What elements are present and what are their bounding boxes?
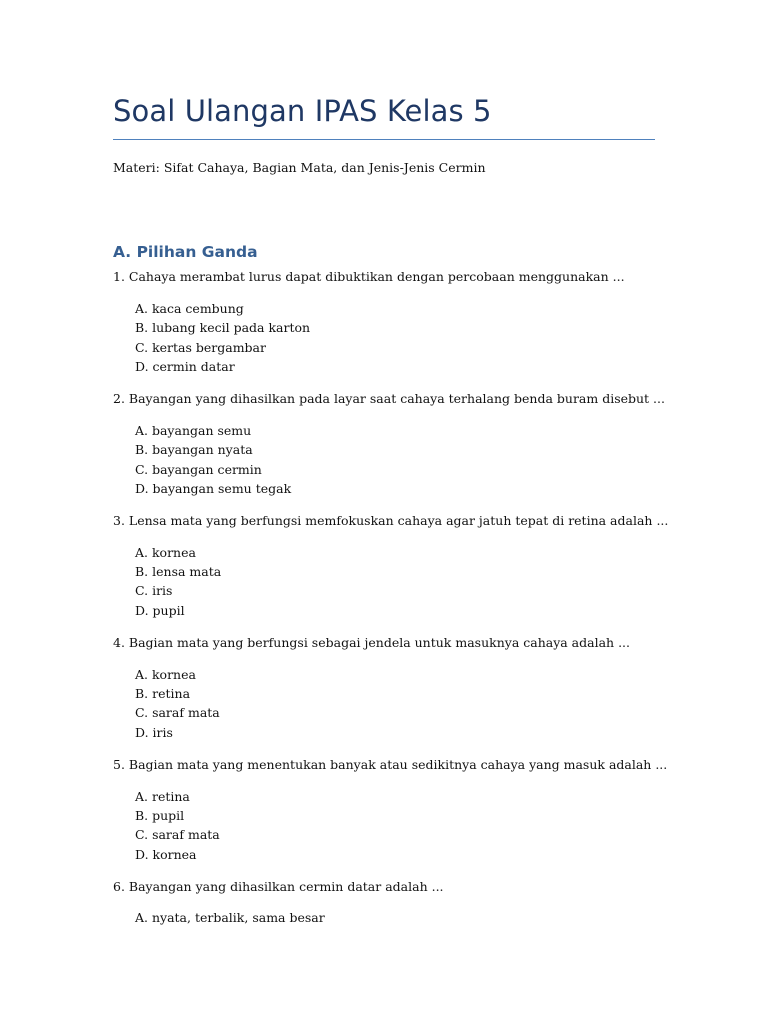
question-list <box>113 267 673 940</box>
subtitle: Materi: Sifat Cahaya, Bagian Mata, dan Jenis-Jenis Cermin <box>113 160 486 175</box>
option-item: C. saraf mata <box>135 827 220 843</box>
question-text: 1. Cahaya merambat lurus dapat dibuktikan dengan percobaan menggunakan ... <box>113 269 625 284</box>
option-item: A. bayangan semu <box>135 422 252 438</box>
option-list <box>113 665 673 743</box>
question-item <box>113 755 673 864</box>
question-text: 4. Bagian mata yang berfungsi sebagai jendela untuk masuknya cahaya adalah ... <box>113 634 630 650</box>
option-item: B. pupil <box>135 807 185 823</box>
option-item: B. lubang kecil pada karton <box>135 320 311 336</box>
option-item: A. nyata, terbalik, sama besar <box>135 910 325 926</box>
question-item <box>113 633 673 742</box>
question-text: 2. Bayangan yang dihasilkan pada layar saat cahaya terhalang benda buram disebut ... <box>113 390 665 406</box>
option-item: A. kornea <box>135 544 196 560</box>
question-item <box>113 389 673 498</box>
question-item <box>113 511 673 620</box>
option-item: A. kaca cembung <box>135 300 244 316</box>
option-item: B. lensa mata <box>135 564 222 580</box>
option-list <box>113 299 673 377</box>
question-text: 5. Bagian mata yang menentukan banyak atau sedikitnya cahaya yang masuk adalah ... <box>113 756 668 772</box>
option-item: D. cermin datar <box>135 358 235 374</box>
option-item: B. retina <box>135 685 191 701</box>
option-item: C. bayangan cermin <box>135 461 262 477</box>
question-text: 6. Bayangan yang dihasilkan cermin datar adalah ... <box>113 878 444 894</box>
option-item: D. kornea <box>135 846 197 862</box>
option-item: D. pupil <box>135 602 185 618</box>
option-item: A. retina <box>135 788 190 804</box>
title-divider <box>113 139 655 140</box>
option-item: C. saraf mata <box>135 705 220 721</box>
option-item: C. kertas bergambar <box>135 339 266 355</box>
question-item <box>113 877 673 928</box>
option-item: A. kornea <box>135 666 196 682</box>
option-list <box>113 421 673 499</box>
option-item: B. bayangan nyata <box>135 442 253 458</box>
question-item <box>113 267 673 376</box>
option-list <box>113 787 673 865</box>
option-item: C. iris <box>135 583 173 599</box>
option-item: D. iris <box>135 724 173 740</box>
page-title: Soal Ulangan IPAS Kelas 5 <box>113 94 492 128</box>
question-text: 3. Lensa mata yang berfungsi memfokuskan cahaya agar jatuh tepat di retina adalah ... <box>113 512 669 528</box>
option-list <box>113 908 673 927</box>
option-item: D. bayangan semu tegak <box>135 480 292 496</box>
section-heading: A. Pilihan Ganda <box>113 243 258 261</box>
option-list <box>113 543 673 621</box>
